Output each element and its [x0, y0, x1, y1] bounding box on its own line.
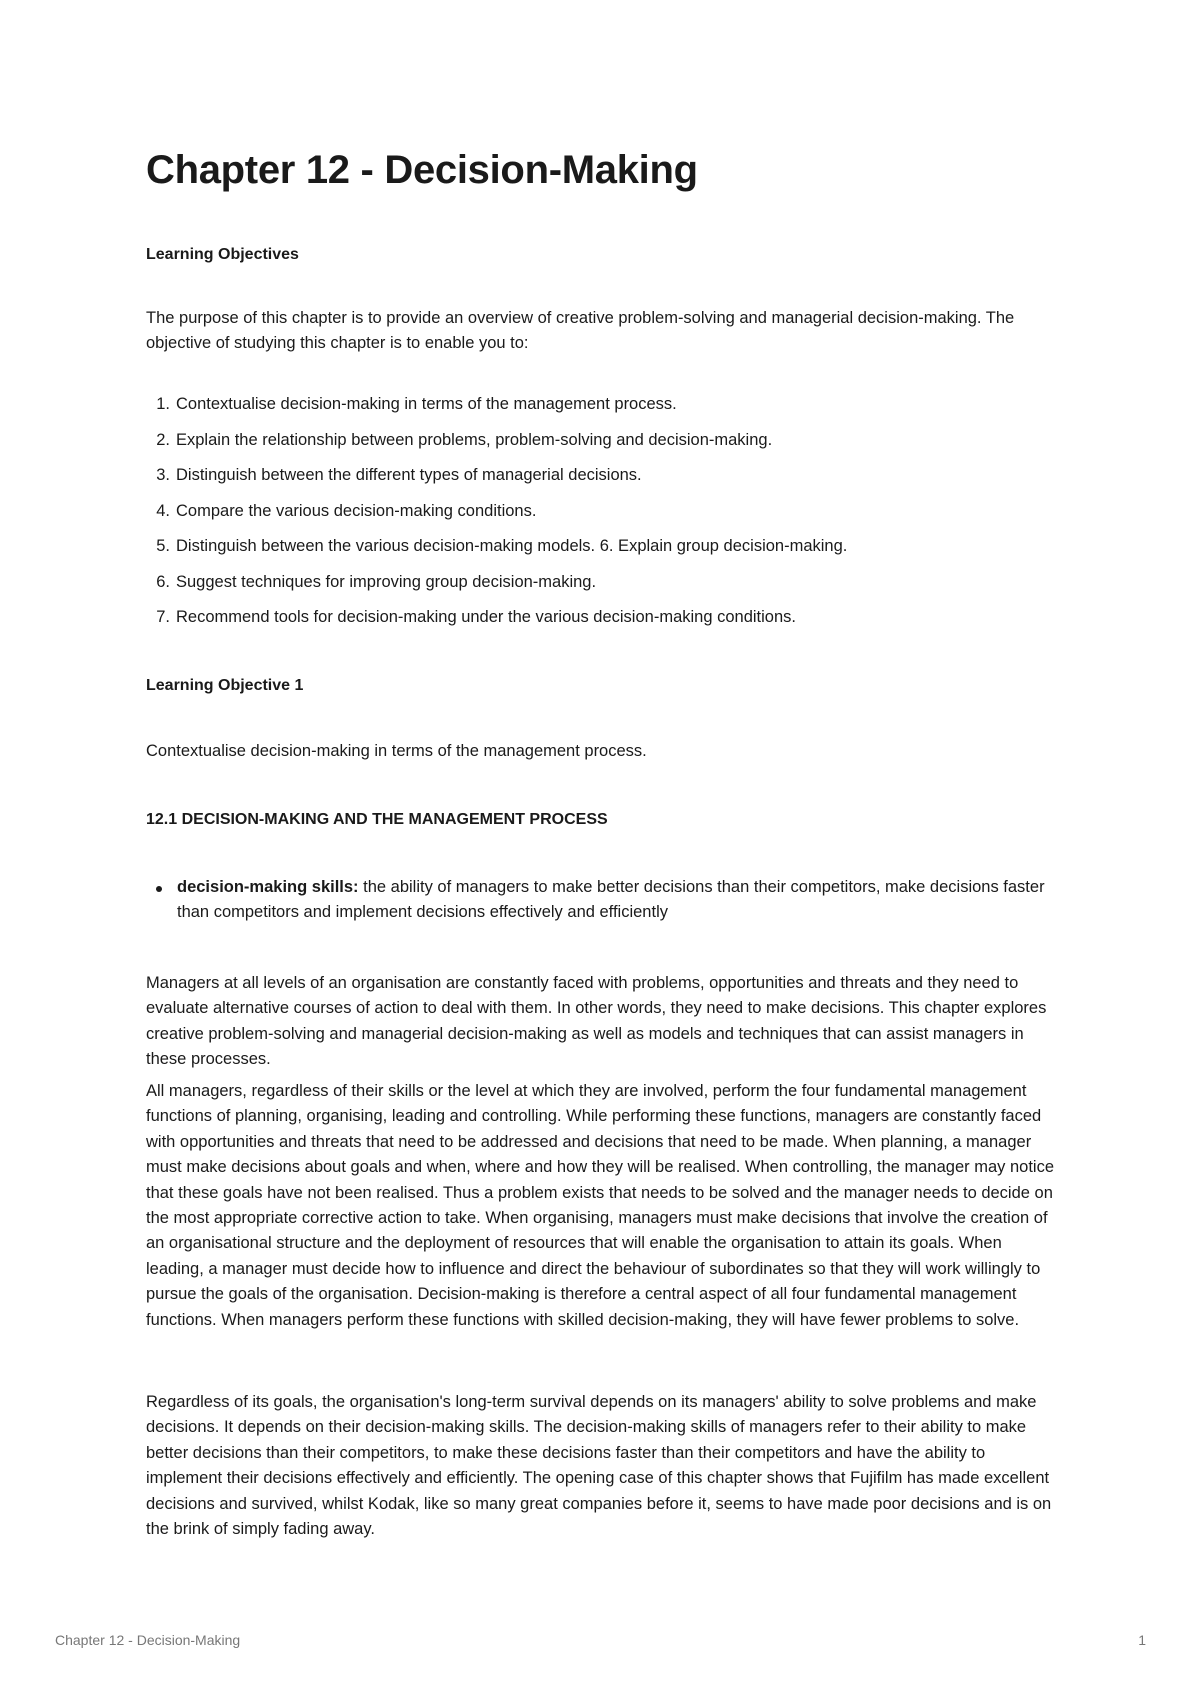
footer-page-number: 1 [1138, 1632, 1146, 1648]
definition-text: the ability of managers to make better decisions than their competitors, make decisions faster than competitors and implement decisions effectively and efficiently [177, 878, 1045, 922]
list-number: 3. [156, 466, 170, 484]
list-number: 5. [156, 537, 170, 555]
bullet-icon [156, 886, 162, 892]
list-number: 2. [156, 430, 170, 449]
definition-term: decision-making skills: [177, 878, 359, 896]
section-heading: 12.1 DECISION-MAKING AND THE MANAGEMENT PROCESS [146, 811, 608, 828]
list-item-text: Compare the various decision-making conditions. [176, 501, 537, 520]
list-number: 7. [156, 608, 170, 626]
footer-title: Chapter 12 - Decision-Making [55, 1632, 241, 1648]
learning-objective-1-text: Contextualise decision-making in terms of the management process. [146, 742, 647, 760]
list-item-text: Distinguish between the various decision-making models. 6. Explain group decision-making. [176, 537, 848, 555]
learning-objectives-heading: Learning Objectives [146, 246, 299, 263]
list-item [146, 605, 1056, 641]
learning-objective-1-heading: Learning Objective 1 [146, 677, 304, 694]
intro-paragraph: The purpose of this chapter is to provide an overview of creative problem-solving and managerial decision-making. The objective of studying this chapter is to enable you to: [146, 309, 1015, 353]
list-item [146, 499, 1056, 535]
list-number: 1. [156, 395, 170, 413]
list-item [146, 463, 1056, 499]
list-number: 6. [156, 572, 170, 591]
body-paragraph-2: All managers, regardless of their skills or the level at which they are involved, perform the four fundamental management functions of planning, organising, leading and controlling. While performing these functions, managers are constantly faced with opportunities and threats that need to be addressed and decisions that need to be made. When planning, a manager must make decisions about goals and when, where and how they will be realised. When controlling, the manager may notice that these goals have not been realised. Thus a problem exists that needs to be solved and the manager needs to decide on the most appropriate corrective action to take. When organising, managers must make decisions that involve the creation of an organisational structure and the deployment of resources that will enable the organisation to attain its goals. When leading, a manager must decide how to influence and direct the behaviour of subordinates so that they will work willingly to pursue the goals of the organisation. Decision-making is therefore a central aspect of all four fundamental management functions. When managers perform these functions with skilled decision-making, they will have fewer problems to solve. [146, 1082, 1054, 1329]
list-number: 4. [156, 501, 170, 520]
list-item-text: Contextualise decision-making in terms of the management process. [176, 395, 677, 413]
definition-item [146, 875, 1056, 926]
objectives-list [146, 392, 1056, 641]
body-paragraph-1: Managers at all levels of an organisation are constantly faced with problems, opportunities and threats and they need to evaluate alternative courses of action to deal with them. In other words, they need to make decisions. This chapter explores creative problem-solving and managerial decision-making as well as models and techniques that can assist managers in these processes. [146, 974, 1047, 1069]
definition-list [146, 875, 1056, 926]
list-item-text: Distinguish between the different types of managerial decisions. [176, 466, 642, 484]
list-item [146, 570, 1056, 606]
page-title: Chapter 12 - Decision-Making [146, 148, 698, 192]
body-paragraph-3: Regardless of its goals, the organisation's long-term survival depends on its managers' ability to solve problems and make decisions. It depends on their decision-making skills. The decision-making skills of managers refer to their ability to make better decisions than their competitors, to make these decisions faster than their competitors and have the ability to implement their decisions effectively and efficiently. The opening case of this chapter shows that Fujifilm has made excellent decisions and survived, whilst Kodak, like so many great companies before it, seems to have made poor decisions and is on the brink of simply fading away. [146, 1393, 1052, 1539]
list-item-text: Explain the relationship between problems, problem-solving and decision-making. [176, 430, 773, 449]
list-item-text: Suggest techniques for improving group decision-making. [176, 572, 597, 591]
list-item [146, 392, 1056, 428]
list-item [146, 428, 1056, 464]
list-item [146, 534, 1056, 570]
list-item-text: Recommend tools for decision-making under the various decision-making conditions. [176, 608, 796, 626]
